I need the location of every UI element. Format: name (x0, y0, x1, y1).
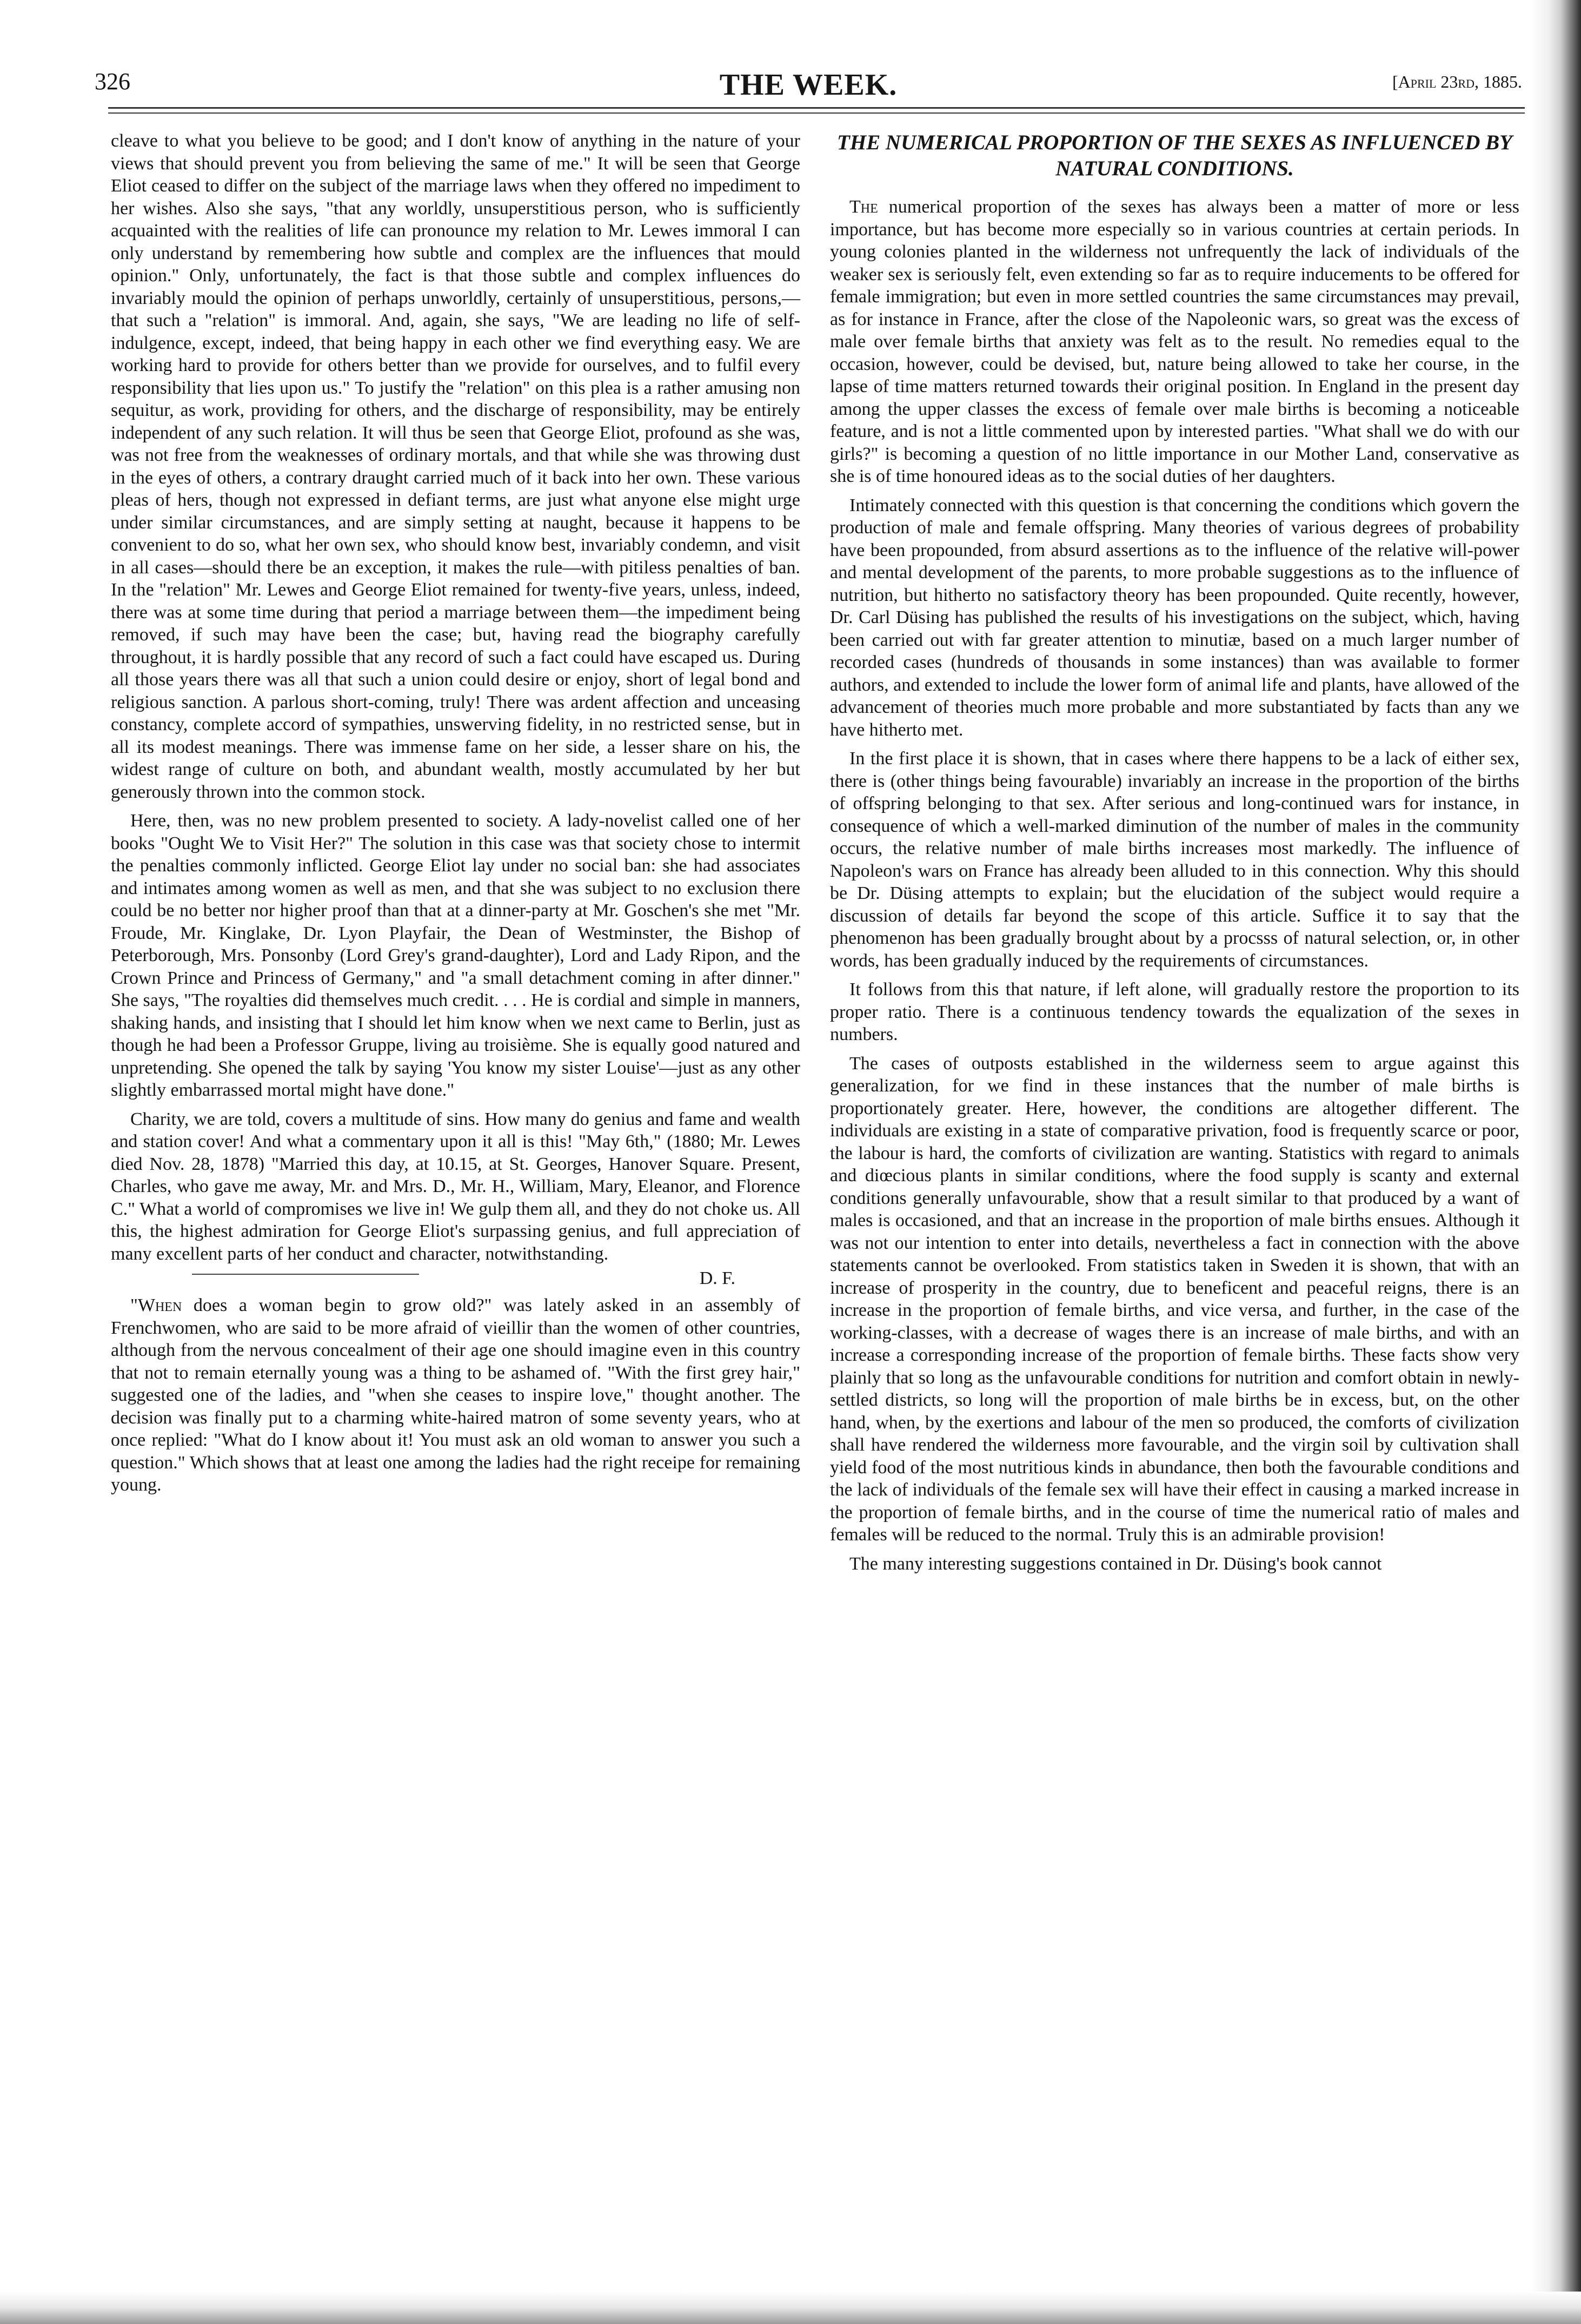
body-paragraph: cleave to what you believe to be good; and I don't know of anything in the nature of your views that should prevent you from believing the same of me." It will be seen that George Eliot ceased to differ on the subject of the marriage laws when they offered no impediment to her wishes. Also she says, "that any worldly, unsuperstitious person, who is sufficiently acquainted with the realities of life can pronounce my relation to Mr. Lewes immoral I can only understand by remembering how subtle and complex are the influences that mould opinion." Only, unfortunately, the fact is that those subtle and complex influences do invariably mould the opinion of perhaps unworldly, certainly of unsuperstitious, persons,—that such a "relation" is immoral. And, again, she says, "We are leading no life of self-indulgence, except, indeed, that being happy in each other we find everything easy. We are working hard to provide for others better than we provide for ourselves, and to fulfil every responsibility that lies upon us." To justify the "relation" on this plea is a rather amusing non sequitur, as work, providing for others, and the discharge of responsibility, may be entirely independent of any such relation. It will thus be seen that George Eliot, profound as she was, was not free from the weaknesses of ordinary mortals, and that while she was throwing dust in the eyes of others, a contrary draught carried much of it back into her own. These various pleas of hers, though not expressed in defiant terms, are just what anyone else might urge under similar circumstances, and are simply setting at naught, because it happens to be convenient to do so, what her own sex, who should know best, invariably condemn, and visit in all cases—should there be an exception, it makes the rule—with pitiless penalties of ban. In the "relation" Mr. Lewes and George Eliot remained for twenty-five years, unless, indeed, there was at some time during that period a marriage between them—the impediment being removed, if such may have been the case; but, having read the biography carefully throughout, it is hardly possible that any record of such a fact could have escaped us. During all those years there was all that such a union could desire or enjoy, short of legal bond and religious sanction. A parlous short-coming, truly! There was ardent affection and unceasing constancy, complete accord of sympathies, unswerving fidelity, in no restricted sense, but in all its modest meanings. There was immense fame on her side, a lesser share on his, the widest range of culture on both, and abundant wealth, mostly accumulated by her but generously thrown into the common stock. (111, 131, 800, 802)
left-column (111, 130, 800, 1497)
page-bottom-shadow (0, 2292, 1581, 2324)
article-title: THE NUMERICAL PROPORTION OF THE SEXES AS INFLUENCED BY NATURAL CONDITIONS. (837, 131, 1512, 180)
header-rule (108, 107, 1525, 109)
note-text: does a woman begin to grow old?" was lately asked in an assembly of Frenchwomen, who are said to be more afraid of vieillir than the women of other countries, although from the nervous concealment of their age one should imagine even in this country that not to remain eternally young was a thing to be ashamed of. "With the first grey hair," suggested one of the ladies, and "when she ceases to inspire love," thought another. The decision was finally put to a charming white-haired matron of some seventy years, who at once replied: "What do I know about it! You must ask an old woman to answer you such a question." Which shows that at least one among the ladies had the right receipe for remaining young. (111, 1295, 800, 1495)
header-rule-thin (108, 112, 1525, 114)
journal-title: THE WEEK. (719, 68, 898, 102)
lead-word: The (849, 197, 878, 217)
body-paragraph: The many interesting suggestions contained in Dr. Düsing's book cannot (849, 1553, 1382, 1574)
right-column (830, 130, 1519, 1575)
body-paragraph: Charity, we are told, covers a multitude of sins. How many do genius and fame and wealth and station cover! And what a commentary upon it all is this! "May 6th," (1880; Mr. Lewes died Nov. 28, 1878) "Married this day, at 10.15, at St. Georges, Hanover Square. Present, Charles, who gave me away, Mr. and Mrs. D., Mr. H., William, Mary, Eleanor, and Florence C." What a world of compromises we live in! We gulp them all, and they do not choke us. All this, the highest admiration for George Eliot's surpassing genius, and full appreciation of many excellent parts of her conduct and character, notwithstanding. (111, 1109, 800, 1264)
note-paragraph (111, 1294, 800, 1497)
page-edge-shadow (1530, 0, 1581, 2324)
section-divider (192, 1274, 419, 1275)
page-number: 326 (95, 68, 130, 95)
body-paragraph: In the first place it is shown, that in cases where there happens to be a lack of either sex, there is (other things being favourable) invariably an increase in the proportion of the births of offspring belonging to that sex. After serious and long-continued wars for instance, in consequence of which a well-marked diminution of the number of males in the community occurs, the relative number of male births increases most markedly. The influence of Napoleon's wars on France has already been alluded to in this connection. Why this should be Dr. Düsing attempts to explain; but the elucidation of the subject would require a discussion of details far beyond the scope of this article. Suffice it to say that the phenomenon has been gradually brought about by a procsss of natural selection, or, in other words, has been gradually induced by the requirements of circumstances. (830, 749, 1519, 971)
note-lead-word: "When (130, 1295, 182, 1315)
body-paragraph: The cases of outposts established in the wilderness seem to argue against this generalization, for we find in these instances that the number of male births is proportionately greater. Here, however, the conditions are altogether different. The individuals are existing in a state of comparative privation, food is frequently scarce or poor, the labour is hard, the comforts of civilization are wanting. Statistics with regard to animals and diœcious plants in similar conditions, where the food supply is scanty and external conditions generally unfavourable, show that a result similar to that produced by a want of males is occasioned, and that an increase in the proportion of male births ensues. Although it was not our intention to enter into details, nevertheless a fact in connection with the above statements cannot be overlooked. From statistics taken in Sweden it is shown, that with an increase of prosperity in the country, due to beneficent and peaceful reigns, there is an increase in the proportion of female births, and vice versa, and further, in the case of the working-classes, with a decrease of wages there is an increase of male births, and with an increase a corresponding increase of the proportion of female births. These facts show very plainly that so long as the unfavourable conditions for nutrition and comfort obtain in newly-settled districts, so long will the proportion of male births be in excess, but, on the other hand, when, by the exertions and labour of the men so produced, the comforts of civilization shall have rendered the wilderness more favourable, and the virgin soil by cultivation shall yield food of the most nutritious kinds in abundance, then both the favourable conditions and the lack of individuals of the female sex will have their effect in causing a marked increase in the proportion of female births, and in the course of time the numerical ratio of males and females will be reduced to the normal. Truly this is an admirable provision! (830, 1053, 1519, 1545)
page-header (95, 68, 1522, 100)
body-paragraph (830, 196, 1519, 488)
issue-date: [April 23rd, 1885. (1392, 72, 1522, 91)
body-paragraph: It follows from this that nature, if left alone, will gradually restore the proportion to its proper ratio. There is a continuous tendency towards the equalization of the sexes in numbers. (830, 979, 1519, 1044)
paragraph-text: numerical proportion of the sexes has always been a matter of more or less importance, but has become more especially so in various countries at certain periods. In young colonies planted in the wilderness not unfrequently the lack of individuals of the weaker sex is seriously felt, even extending so far as to require inducements to be offered for female immigration; but even in more settled countries the same circumstances may prevail, as for instance in France, after the close of the Napoleonic wars, so great was the excess of male over female births that anxiety was felt as to the result. No remedies equal to the occasion, however, could be devised, but, nature being allowed to take her course, in the lapse of time matters returned towards their original position. In England in the present day among the upper classes the excess of female over male births is becoming a noticeable feature, and is not a little commented upon by interested parties. "What shall we do with our girls?" is becoming a question of no little importance in our Mother Land, conservative as she is of time honoured ideas as to the social duties of her daughters. (830, 197, 1519, 486)
body-paragraph: Here, then, was no new problem presented to society. A lady-novelist called one of her books "Ought We to Visit Her?" The solution in this case was that society chose to intermit the penalties commonly inflicted. George Eliot lay under no social ban: she had associates and intimates among women as well as men, and that she was subject to no exclusion there could be no better nor higher proof than that at a dinner-party at Mr. Goschen's she met "Mr. Froude, Mr. Kinglake, Dr. Lyon Playfair, the Dean of Westminster, the Bishop of Peterborough, Mrs. Ponsonby (Lord Grey's grand-daughter), Lord and Lady Ripon, and the Crown Prince and Princess of Germany," and "a small detachment coming in after dinner." She says, "The royalties did themselves much credit. . . . He is cordial and simple in manners, shaking hands, and insisting that I should let him know when we next came to Berlin, just as though he had been a Professor Gruppe, living au troisième. She is equally good natured and unpretending. She opened the talk by saying 'You know my sister Louise'—just as any other slightly embarrassed mortal might have done." (111, 811, 800, 1100)
body-paragraph: Intimately connected with this question is that concerning the conditions which govern the production of male and female offspring. Many theories of various degrees of probability have been propounded, from absurd assertions as to the influence of the relative will-power and mental development of the parents, to more probable suggestions as to the influence of nutrition, but hitherto no satisfactory theory has been propounded. Quite recently, however, Dr. Carl Düsing has published the results of his investigations on the subject, which, having been carried out with far greater attention to minutiæ, based on a much larger number of recorded cases (hundreds of thousands in some instances) than was available to former authors, and extended to include the lower form of animal life and plants, have allowed of the advancement of theories much more probable and more substantiated by facts than any we have hitherto met. (830, 495, 1519, 740)
author-signature: D. F. (699, 1268, 735, 1288)
